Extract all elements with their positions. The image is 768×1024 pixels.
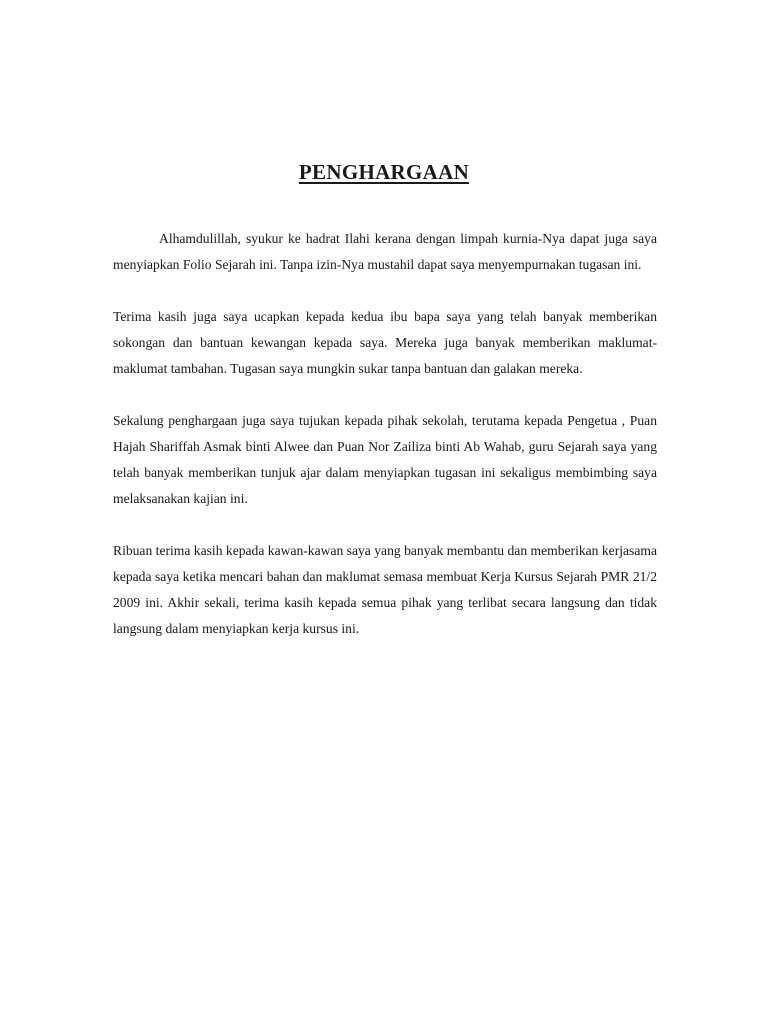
paragraph-intro: Alhamdulillah, syukur ke hadrat Ilahi kerana dengan limpah kurnia-Nya dapat juga saya menyiapkan Folio Sejarah ini. Tanpa izin-Nya mustahil dapat saya menyempurnakan tugasan ini. bbox=[113, 231, 657, 272]
paragraph-school: Sekalung penghargaan juga saya tujukan kepada pihak sekolah, terutama kepada Pengetua , Puan Hajah Shariffah Asmak binti Alwee dan Puan Nor Zailiza binti Ab Wahab, guru Sejarah saya yang telah banyak memberikan tunjuk ajar dalam menyiapkan tugasan ini sekaligus membimbing saya melaksanakan kajian ini. bbox=[113, 413, 657, 506]
paragraph-friends: Ribuan terima kasih kepada kawan-kawan saya yang banyak membantu dan memberikan kerjasama kepada saya ketika mencari bahan dan maklumat semasa membuat Kerja Kursus Sejarah PMR 21/2 2009 ini. Akhir sekali, terima kasih kepada semua pihak yang terlibat secara langsung dan tidak langsung dalam menyiapkan kerja kursus ini. bbox=[113, 543, 657, 636]
document-body bbox=[113, 226, 657, 668]
page-title: PENGHARGAAN bbox=[298, 160, 470, 184]
paragraph-parents: Terima kasih juga saya ucapkan kepada kedua ibu bapa saya yang telah banyak memberikan sokongan dan bantuan kewangan kepada saya. Mereka juga banyak memberikan maklumat-maklumat tambahan. Tugasan saya mungkin sukar tanpa bantuan dan galakan mereka. bbox=[113, 309, 657, 376]
